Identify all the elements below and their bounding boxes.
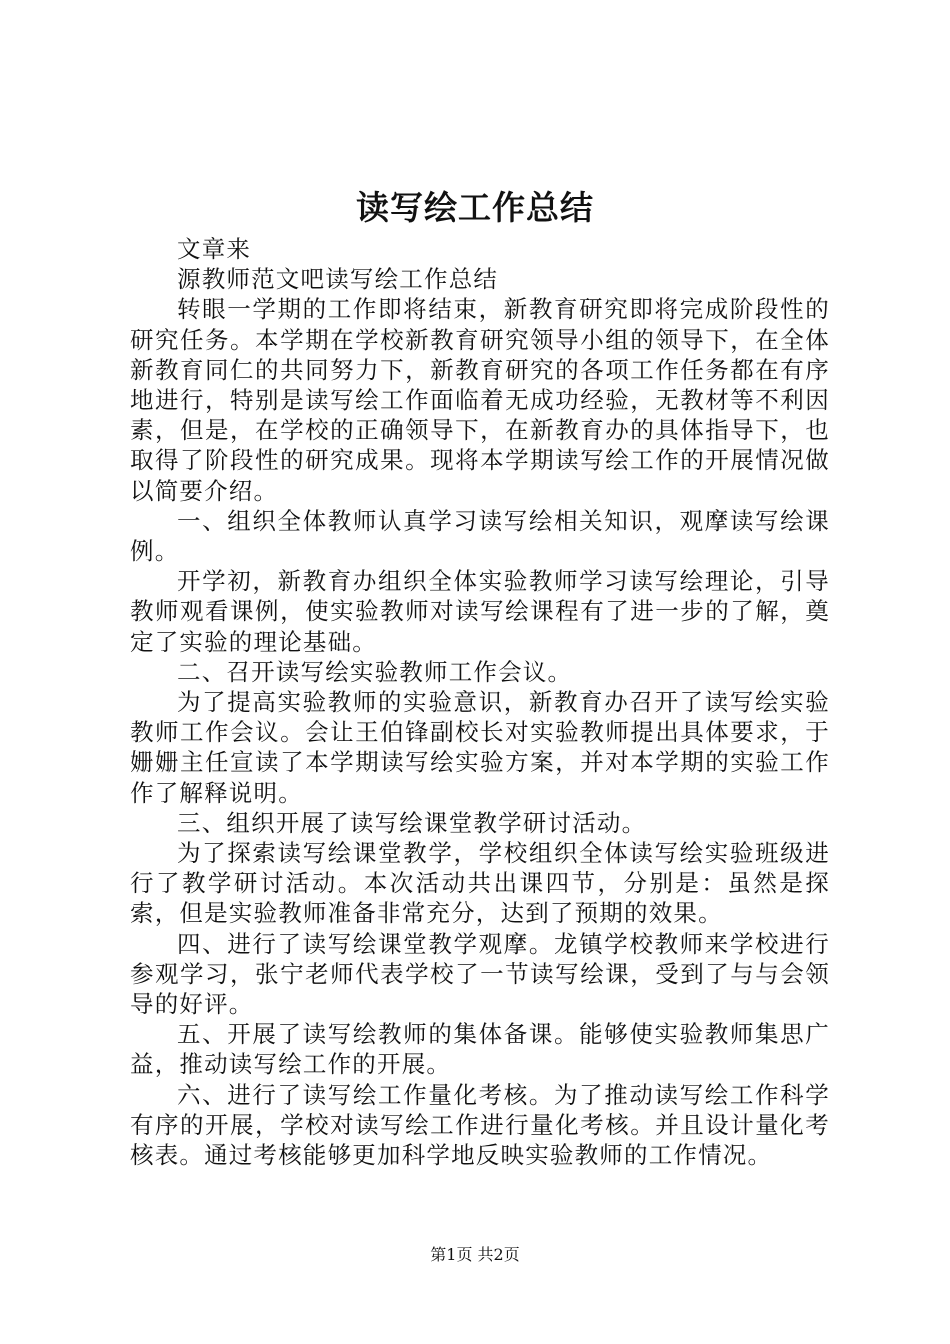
- section-heading: 一、组织全体教师认真学习读写绘相关知识，观摩读写绘课例。: [130, 506, 830, 566]
- body-paragraph: 文章来: [177, 235, 252, 263]
- body-paragraph: 开学初，新教育办组织全体实验教师学习读写绘理论，引导教师观看课例，使实验教师对读写绘课程有了进一步的了解，奠定了实验的理论基础。: [130, 567, 830, 656]
- section-paragraph: 六、进行了读写绘工作量化考核。为了推动读写绘工作科学有序的开展，学校对读写绘工作进行量化考核。并且设计量化考核表。通过考核能够更加科学地反映实验教师的工作情况。: [130, 1080, 830, 1170]
- section-heading: 三、组织开展了读写绘课堂教学研讨活动。: [177, 808, 647, 837]
- section-heading: 二、召开读写绘实验教师工作会议。: [177, 657, 573, 686]
- section-paragraph: 五、开展了读写绘教师的集体备课。能够使实验教师集思广益，推动读写绘工作的开展。: [130, 1020, 830, 1079]
- body-paragraph: 源教师范文吧读写绘工作总结: [177, 265, 499, 294]
- page-number: 第1页 共2页: [430, 1245, 520, 1264]
- document-body: [130, 234, 830, 1170]
- body-paragraph: 为了探索读写绘课堂教学，学校组织全体读写绘实验班级进行了教学研讨活动。本次活动共出课四节，分别是：虽然是探索，但是实验教师准备非常充分，达到了预期的效果。: [130, 839, 830, 928]
- document-title: 读写绘工作总结: [356, 188, 594, 227]
- body-paragraph: 转眼一学期的工作即将结束，新教育研究即将完成阶段性的研究任务。本学期在学校新教育研究领导小组的领导下，在全体新教育同仁的共同努力下，新教育研究的各项工作任务都在有序地进行，特别是读写绘工作面临着无成功经验，无教材等不利因素，但是，在学校的正确领导下，在新教育办的具体指导下，也取得了阶段性的研究成果。现将本学期读写绘工作的开展情况做以简要介绍。: [130, 295, 830, 505]
- section-paragraph: 四、进行了读写绘课堂教学观摩。龙镇学校教师来学校进行参观学习，张宁老师代表学校了一节读写绘课，受到了与与会领导的好评。: [130, 929, 830, 1019]
- body-paragraph: 为了提高实验教师的实验意识，新教育办召开了读写绘实验教师工作会议。会让王伯锋副校长对实验教师提出具体要求，于姗姗主任宣读了本学期读写绘实验方案，并对本学期的实验工作作了解释说明。: [130, 688, 830, 807]
